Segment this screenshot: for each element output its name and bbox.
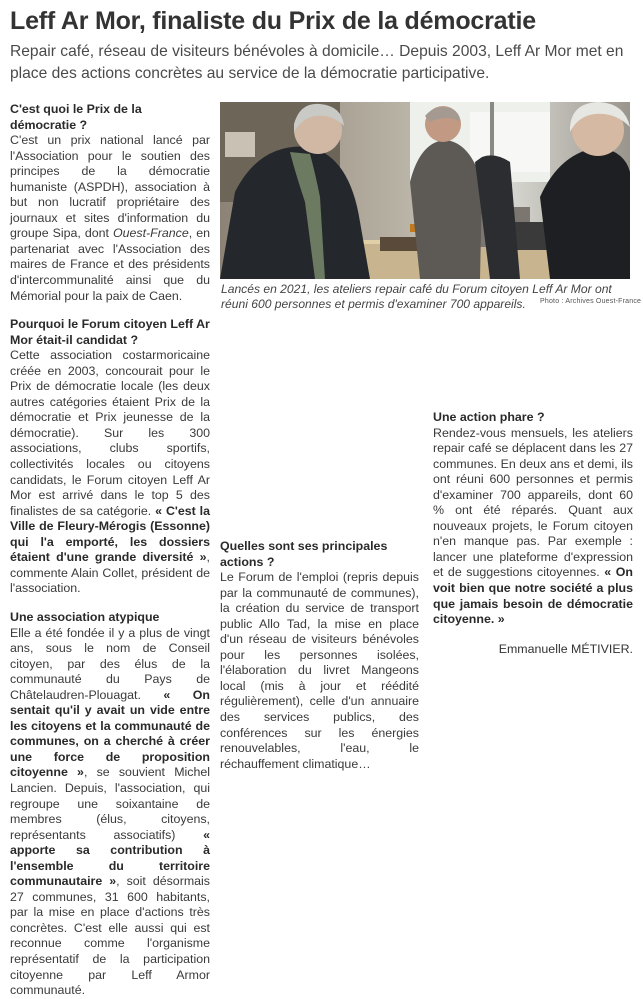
column-2-continuation-space [220,327,419,539]
photo-credit: Photo : Archives Ouest-France [540,298,642,305]
photo-caption: Lancés en 2021, les ateliers repair café du Forum citoyen Leff Ar Mor ont réuni 600 personnes et permis d'examiner 700 appareils. [221,282,612,312]
article-lead: Repair café, réseau de visiteurs bénévoles à domicile… Depuis 2003, Leff Ar Mor met en place des actions concrètes au service de la démocratie participative. [10,43,624,82]
column-2 [220,327,419,772]
section-body: Le Forum de l'emploi (repris depuis par la communauté de communes), la création du service de transport public Allo Tad, la mise en place d'un réseau de visiteurs bénévoles pour les personnes isolées, l'élaboration du livret Mangeons local (mis à jour et réédité régulièrement), celle d'un annuaire des services publics, des conférences sur les énergies renouvelables, l'eau, le réchauffement climatique… [220,570,419,771]
section-heading: C'est quoi le Prix de la démocratie ? [10,102,142,132]
section-heading: Une action phare ? [433,410,545,424]
workshop-photo [220,102,630,279]
section-body: Cette association costarmoricaine créée en 2003, concourait pour le Prix de démocratie locale (les deux autres catégories étaient Prix de la démocratie et Prix jeunesse de la démocratie). Sur les 300 associations, clubs sportifs, collectivités locales ou citoyens candidats, le Forum citoyen Leff Ar Mor est arrivé dans le top 5 des finalistes de sa catégorie. « C'est la Ville de Fleury-Mérogis (Essonne) qui l'a emporté, les dossiers étaient d'une grande diversité », commente Alain Collet, président de l'association. [10,348,210,596]
article-headline: Leff Ar Mor, finaliste du Prix de la démocratie [10,7,536,35]
column-3-continuation-space [433,327,633,410]
column-1 [10,102,210,999]
section-heading: Quelles sont ses principales actions ? [220,539,388,569]
author-signature: Emmanuelle MÉTIVIER. [498,642,633,656]
workshop-photo-illustration [220,102,630,279]
section-body-continued: Elle a été fondée il y a plus de vingt ans, sous le nom de Conseil citoyen, par des élus de la communauté du Pays de Châtelaudren-Plouagat. « On sentait qu'il y avait un vide entre les citoyens et la communauté de communes, on a cherché à créer une force de proposition citoyenne », se souvient Michel Lancien. Depuis, l'association, qui regroupe une soixantaine de membres (élus, citoyens, représentants associatifs) « apporte sa contribution à l'ensemble du territoire communautaire », soit désormais 27 communes, 31 600 habitants, par la mise en place d'actions très concrètes. C'est elle aussi qui est reconnue comme l'organisme représentatif de la participation citoyenne par Leff Armor communauté. [10,625,210,998]
section-body: C'est un prix national lancé par l'Association pour le soutien des principes de la démocratie humaniste (ASPDH), association à but non lucratif propriétaire des journaux et sites d'information du groupe Sipa, dont Ouest-France, en partenariat avec l'Association des maires de France et des présidents d'intercommunalité ainsi que du Mémorial pour la paix de Caen. [10,133,210,303]
section-body: Rendez-vous mensuels, les ateliers repair café se déplacent dans les 27 communes. En deux ans et demi, ils ont réuni 600 personnes et permis d'examiner 700 appareils, dont 60 % ont été réparés. Quant aux nouveaux projets, le Forum citoyen n'en manque pas. Par exemple : lancer une plateforme d'expression et de suggestions citoyennes. « On voit bien que notre société a plus que jamais besoin de démocratie citoyenne. » [433,425,633,627]
section-heading: Une association atypique [10,609,160,624]
section-heading: Pourquoi le Forum citoyen Leff Ar Mor était-il candidat ? [10,317,210,347]
column-3 [433,327,633,628]
